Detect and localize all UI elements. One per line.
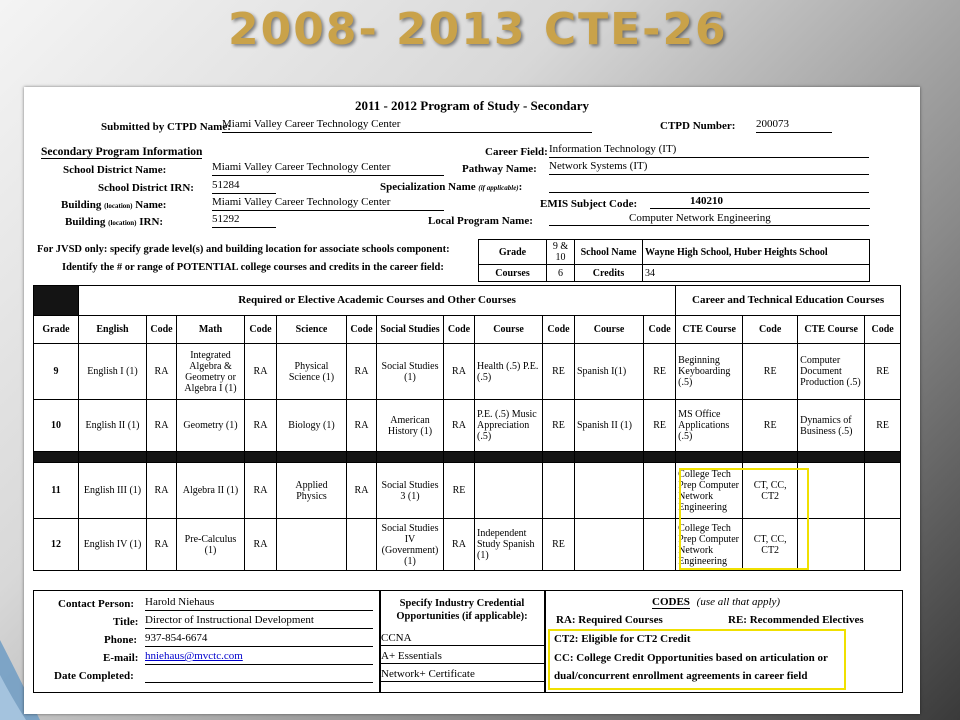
group-cte-header: Career and Technical Education Courses — [676, 286, 901, 316]
separator-cell — [575, 452, 644, 463]
course-cell — [575, 463, 644, 519]
column-header-11: Course — [575, 316, 644, 344]
course-cell: English II (1) — [79, 400, 147, 452]
column-header-16: Code — [865, 316, 901, 344]
course-cell: Physical Science (1) — [277, 344, 347, 400]
course-cell: Social Studies (1) — [377, 344, 444, 400]
table-row — [34, 400, 901, 452]
separator-row — [34, 452, 901, 463]
code-cell: RA — [347, 463, 377, 519]
date-completed-value — [145, 668, 373, 683]
code-cell: RA — [147, 400, 177, 452]
separator-cell — [644, 452, 676, 463]
separator-cell — [34, 452, 79, 463]
date-completed-label: Date Completed: — [54, 670, 134, 682]
code-cell: RA — [245, 519, 277, 571]
course-cell: Biology (1) — [277, 400, 347, 452]
separator-cell — [865, 452, 901, 463]
code-ra: RA: Required Courses — [556, 614, 663, 626]
separator-cell — [676, 452, 743, 463]
code-cell: RE — [444, 463, 475, 519]
local-program-label: Local Program Name: — [428, 215, 533, 227]
jvsd-line-1: For JVSD only: specify grade level(s) and building location for associate schools component: — [37, 244, 450, 255]
separator-cell — [177, 452, 245, 463]
separator-cell — [444, 452, 475, 463]
jvsd-school-value: Wayne High School, Huber Heights School — [643, 240, 870, 265]
group-academic-header: Required or Elective Academic Courses and Other Courses — [79, 286, 676, 316]
course-cell: Pre-Calculus (1) — [177, 519, 245, 571]
code-ct2: CT2: Eligible for CT2 Credit — [554, 633, 691, 645]
course-cell — [277, 519, 347, 571]
career-field-value: Information Technology (IT) — [549, 143, 869, 158]
course-cell: Spanish I(1) — [575, 344, 644, 400]
code-cell: RA — [444, 519, 475, 571]
grade-cell: 11 — [34, 463, 79, 519]
course-cell: English IV (1) — [79, 519, 147, 571]
separator-cell — [543, 452, 575, 463]
header-dark-cell — [34, 286, 79, 316]
separator-cell — [147, 452, 177, 463]
form-title: 2011 - 2012 Program of Study - Secondary — [354, 98, 590, 113]
table-row — [34, 344, 901, 400]
contact-person-value: Harold Niehaus — [145, 596, 373, 611]
pathway-value: Network Systems (IT) — [549, 160, 869, 175]
column-header-13: CTE Course — [676, 316, 743, 344]
course-cell: Spanish II (1) — [575, 400, 644, 452]
code-cell: RA — [245, 344, 277, 400]
building-name-label: Building (location) Name: — [61, 199, 167, 211]
grade-cell: 10 — [34, 400, 79, 452]
district-name-label: School District Name: — [63, 164, 167, 176]
credential-item-3: Network+ Certificate — [379, 668, 544, 682]
separator-cell — [277, 452, 347, 463]
contact-title-value: Director of Instructional Development — [145, 614, 373, 629]
contact-phone-value: 937-854-6674 — [145, 632, 373, 647]
career-field-label: Career Field: — [485, 146, 548, 158]
code-cell — [543, 463, 575, 519]
column-header-5: Science — [277, 316, 347, 344]
contact-phone-label: Phone: — [104, 634, 137, 646]
jvsd-courses-label: Courses — [479, 265, 547, 282]
code-re: RE: Recommended Electives — [728, 614, 864, 626]
pathway-label: Pathway Name: — [462, 163, 537, 175]
code-cell — [865, 463, 901, 519]
code-cell: CT, CC, CT2 — [743, 519, 798, 571]
credential-item-1: CCNA — [379, 632, 544, 646]
course-cell: College Tech Prep Computer Network Engineering — [676, 463, 743, 519]
code-cell: RE — [865, 344, 901, 400]
ctpd-number-value: 200073 — [756, 118, 832, 133]
code-cell: RA — [444, 344, 475, 400]
code-cell — [644, 519, 676, 571]
separator-cell — [743, 452, 798, 463]
code-cell: CT, CC, CT2 — [743, 463, 798, 519]
emis-label: EMIS Subject Code: — [540, 198, 638, 210]
course-cell — [575, 519, 644, 571]
code-cell — [644, 463, 676, 519]
submitted-label: Submitted by CTPD Name: — [101, 121, 231, 133]
code-cell: RA — [245, 400, 277, 452]
course-cell: English I (1) — [79, 344, 147, 400]
course-cell: Social Studies 3 (1) — [377, 463, 444, 519]
separator-cell — [798, 452, 865, 463]
course-cell: MS Office Applications (.5) — [676, 400, 743, 452]
code-cell: RE — [743, 400, 798, 452]
contact-email-link[interactable]: hniehaus@mvctc.com — [145, 650, 243, 662]
course-cell: Geometry (1) — [177, 400, 245, 452]
jvsd-credits-value: 34 — [643, 265, 870, 282]
ctpd-number-label: CTPD Number: — [660, 120, 736, 132]
contact-email-value — [145, 650, 373, 665]
highlight-college-tech-prep — [679, 468, 809, 570]
course-cell: Integrated Algebra & Geometry or Algebra I (1) — [177, 344, 245, 400]
code-cell: RE — [543, 344, 575, 400]
course-cell: P.E. (.5) Music Appreciation (.5) — [475, 400, 543, 452]
code-cell: RA — [347, 344, 377, 400]
column-header-row — [34, 316, 901, 344]
district-irn-label: School District IRN: — [98, 182, 194, 194]
jvsd-credits-label: Credits — [575, 265, 643, 282]
code-cc-line-1: CC: College Credit Opportunities based on articulation or — [554, 652, 828, 664]
column-header-0: Grade — [34, 316, 79, 344]
specialization-label: Specialization Name (if applicable): — [380, 181, 523, 193]
jvsd-grade-value: 9 & 10 — [547, 240, 575, 265]
column-header-10: Code — [543, 316, 575, 344]
course-cell: English III (1) — [79, 463, 147, 519]
jvsd-line-2: Identify the # or range of POTENTIAL college courses and credits in the career field: — [62, 262, 444, 273]
section-title: Secondary Program Information — [41, 146, 203, 158]
emis-value: 140210 — [650, 195, 870, 209]
code-cell: RE — [865, 400, 901, 452]
jvsd-school-label: School Name — [575, 240, 643, 265]
district-irn-value: 51284 — [212, 179, 276, 194]
course-cell: Dynamics of Business (.5) — [798, 400, 865, 452]
contact-person-label: Contact Person: — [58, 598, 135, 610]
slide-title: 2008- 2013 CTE-26 — [228, 4, 728, 55]
separator-cell — [377, 452, 444, 463]
course-cell: Algebra II (1) — [177, 463, 245, 519]
code-cell: RE — [644, 400, 676, 452]
column-header-4: Code — [245, 316, 277, 344]
column-header-9: Course — [475, 316, 543, 344]
building-irn-value: 51292 — [212, 213, 276, 228]
course-cell: American History (1) — [377, 400, 444, 452]
contact-email-label: E-mail: — [103, 652, 139, 664]
course-cell: College Tech Prep Computer Network Engineering — [676, 519, 743, 571]
course-cell: Social Studies IV (Government) (1) — [377, 519, 444, 571]
jvsd-courses-value: 6 — [547, 265, 575, 282]
course-cell: Beginning Keyboarding (.5) — [676, 344, 743, 400]
specialization-value — [549, 178, 869, 193]
column-header-8: Code — [444, 316, 475, 344]
column-header-15: CTE Course — [798, 316, 865, 344]
column-header-12: Code — [644, 316, 676, 344]
submitted-value: Miami Valley Career Technology Center — [222, 118, 592, 133]
course-cell — [475, 463, 543, 519]
codes-heading: CODES (use all that apply) — [652, 596, 781, 608]
code-cell — [865, 519, 901, 571]
column-header-7: Social Studies — [377, 316, 444, 344]
separator-cell — [245, 452, 277, 463]
separator-cell — [79, 452, 147, 463]
grade-cell: 9 — [34, 344, 79, 400]
column-header-2: Code — [147, 316, 177, 344]
code-cell: RE — [543, 519, 575, 571]
code-cell: RA — [147, 463, 177, 519]
credentials-heading: Specify Industry Credential Opportunities (if applicable): — [396, 598, 528, 622]
grade-cell: 12 — [34, 519, 79, 571]
code-cell: RA — [444, 400, 475, 452]
course-cell: Health (.5) P.E. (.5) — [475, 344, 543, 400]
code-cell — [347, 519, 377, 571]
credential-item-2: A+ Essentials — [379, 650, 544, 664]
building-name-value: Miami Valley Career Technology Center — [212, 196, 444, 211]
code-cell: RE — [644, 344, 676, 400]
column-header-6: Code — [347, 316, 377, 344]
district-name-value: Miami Valley Career Technology Center — [212, 161, 444, 176]
column-header-14: Code — [743, 316, 798, 344]
column-header-3: Math — [177, 316, 245, 344]
course-cell: Independent Study Spanish (1) — [475, 519, 543, 571]
code-cell: RA — [245, 463, 277, 519]
building-irn-label: Building (location) IRN: — [65, 216, 164, 228]
jvsd-table — [478, 239, 870, 282]
jvsd-grade-label: Grade — [479, 240, 547, 265]
course-cell: Computer Document Production (.5) — [798, 344, 865, 400]
code-cc-line-2: dual/concurrent enrollment agreements in career field — [554, 670, 808, 682]
program-of-study-document — [24, 87, 920, 714]
local-program-value: Computer Network Engineering — [549, 212, 869, 226]
contact-title-label: Title: — [113, 616, 139, 628]
code-cell: RA — [147, 344, 177, 400]
course-cell: Applied Physics — [277, 463, 347, 519]
code-cell: RE — [543, 400, 575, 452]
column-header-1: English — [79, 316, 147, 344]
code-cell: RA — [147, 519, 177, 571]
code-cell: RA — [347, 400, 377, 452]
separator-cell — [347, 452, 377, 463]
code-cell: RE — [743, 344, 798, 400]
separator-cell — [475, 452, 543, 463]
